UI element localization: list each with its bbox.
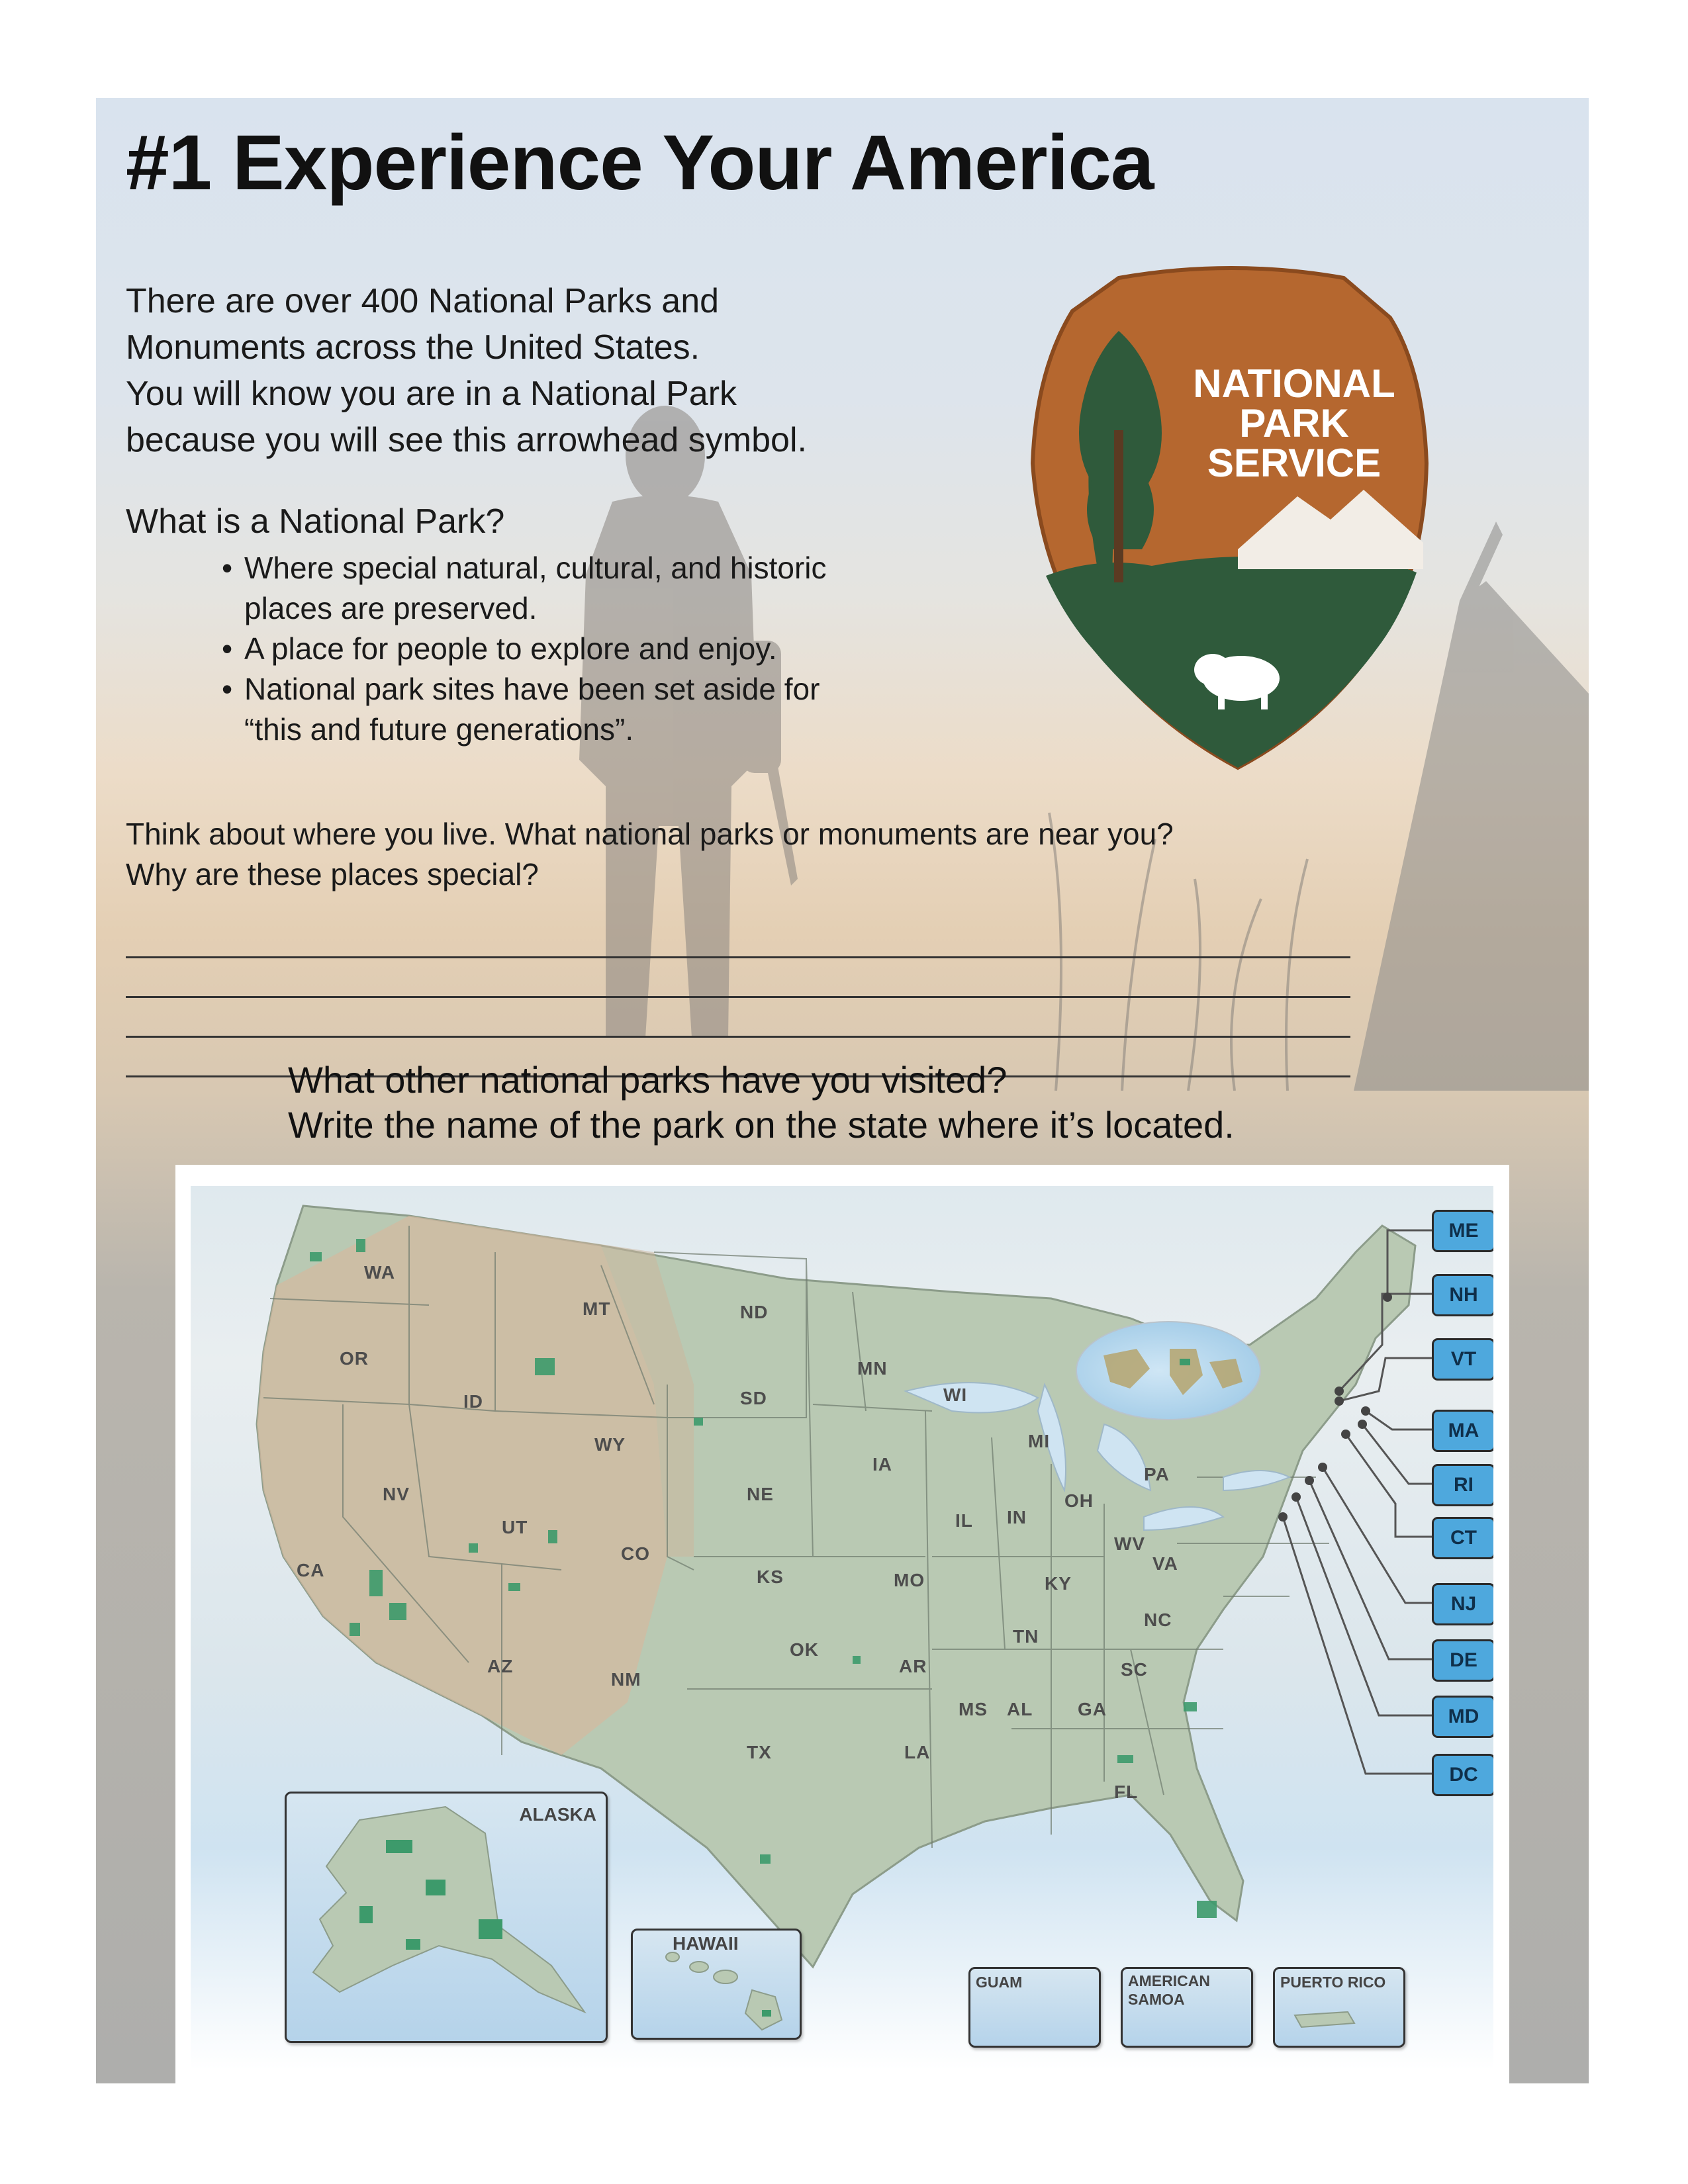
alaska-inset[interactable] bbox=[285, 1792, 608, 2043]
callout-dc[interactable]: DC bbox=[1432, 1754, 1493, 1796]
state-label-sc: SC bbox=[1121, 1659, 1148, 1680]
state-label-nc: NC bbox=[1144, 1610, 1172, 1630]
state-label-ne: NE bbox=[747, 1484, 774, 1504]
answer-line[interactable] bbox=[126, 958, 1350, 998]
state-label-id: ID bbox=[463, 1391, 483, 1412]
hawaii-inset[interactable] bbox=[631, 1929, 802, 2040]
national-park-question: What is a National Park? bbox=[126, 502, 505, 541]
state-label-ar: AR bbox=[899, 1656, 927, 1676]
world-globe-inset bbox=[1076, 1321, 1261, 1420]
callout-nh[interactable]: NH bbox=[1432, 1274, 1493, 1316]
reflection-prompt bbox=[126, 814, 1383, 895]
state-label-ms: MS bbox=[959, 1699, 988, 1719]
callout-nj[interactable]: NJ bbox=[1432, 1583, 1493, 1625]
alaska-shape bbox=[287, 1794, 606, 2041]
visited-prompt bbox=[288, 1058, 1235, 1148]
definition-list bbox=[222, 548, 884, 750]
state-label-wa: WA bbox=[364, 1262, 396, 1283]
state-label-ca: CA bbox=[297, 1560, 325, 1580]
definition-item: • Where special natural, cultural, and historic places are preserved. bbox=[222, 548, 884, 629]
puerto-rico-inset[interactable] bbox=[1273, 1967, 1405, 2048]
state-label-ky: KY bbox=[1045, 1573, 1072, 1594]
intro-line: Monuments across the United States. bbox=[126, 328, 700, 367]
state-label-nd: ND bbox=[740, 1302, 769, 1322]
american-samoa-label bbox=[1128, 1972, 1210, 2009]
state-label-in: IN bbox=[1007, 1507, 1027, 1527]
state-label-va: VA bbox=[1152, 1553, 1178, 1574]
page-title: #1 Experience Your America bbox=[126, 119, 1154, 206]
state-label-pa: PA bbox=[1144, 1464, 1170, 1484]
prompt-line: Think about where you live. What national parks or monuments are near you? bbox=[126, 817, 1174, 851]
guam-inset[interactable] bbox=[968, 1967, 1101, 2048]
state-label-oh: OH bbox=[1064, 1490, 1094, 1511]
callout-de[interactable]: DE bbox=[1432, 1639, 1493, 1682]
us-map[interactable] bbox=[191, 1186, 1493, 2070]
american-samoa-label-line2: SAMOA bbox=[1128, 1991, 1185, 2008]
nps-arrowhead-logo bbox=[1019, 265, 1436, 774]
logo-text-national: NATIONAL bbox=[1193, 361, 1395, 406]
state-label-or: OR bbox=[340, 1348, 369, 1369]
state-label-co: CO bbox=[621, 1543, 650, 1564]
state-label-wy: WY bbox=[594, 1434, 626, 1455]
prompt-line: Why are these places special? bbox=[126, 857, 539, 891]
state-label-mt: MT bbox=[583, 1298, 611, 1319]
state-label-nm: NM bbox=[611, 1669, 641, 1690]
state-label-mi: MI bbox=[1028, 1431, 1051, 1451]
intro-paragraph bbox=[126, 278, 920, 463]
state-label-ok: OK bbox=[790, 1639, 819, 1660]
logo-text-service: SERVICE bbox=[1207, 441, 1382, 485]
intro-line: because you will see this arrowhead symbol. bbox=[126, 421, 807, 459]
state-label-tx: TX bbox=[747, 1742, 772, 1762]
globe-continents bbox=[1077, 1322, 1262, 1422]
callout-ri[interactable]: RI bbox=[1432, 1464, 1493, 1506]
worksheet-background bbox=[96, 98, 1589, 2083]
state-label-la: LA bbox=[904, 1742, 931, 1762]
logo-text-park: PARK bbox=[1239, 401, 1349, 445]
state-label-mo: MO bbox=[894, 1570, 925, 1590]
puerto-rico-label: PUERTO RICO bbox=[1280, 1974, 1386, 1991]
answer-line[interactable] bbox=[126, 998, 1350, 1038]
state-label-mn: MN bbox=[857, 1358, 888, 1379]
intro-line: You will know you are in a National Park bbox=[126, 375, 737, 413]
state-label-nv: NV bbox=[383, 1484, 410, 1504]
state-label-ga: GA bbox=[1078, 1699, 1107, 1719]
visited-line: Write the name of the park on the state where it’s located. bbox=[288, 1104, 1235, 1146]
callout-md[interactable]: MD bbox=[1432, 1696, 1493, 1738]
definition-item: • A place for people to explore and enjoy. bbox=[222, 629, 884, 669]
answer-line[interactable] bbox=[126, 919, 1350, 958]
state-label-ks: KS bbox=[757, 1567, 784, 1587]
american-samoa-label-line1: AMERICAN bbox=[1128, 1972, 1210, 1989]
visited-line: What other national parks have you visited? bbox=[288, 1059, 1008, 1101]
state-label-wv: WV bbox=[1114, 1533, 1146, 1554]
state-label-ia: IA bbox=[872, 1454, 892, 1475]
state-label-wi: WI bbox=[943, 1385, 968, 1405]
state-label-il: IL bbox=[955, 1510, 973, 1531]
state-label-az: AZ bbox=[487, 1656, 514, 1676]
state-label-al: AL bbox=[1007, 1699, 1033, 1719]
callout-me[interactable]: ME bbox=[1432, 1210, 1493, 1252]
alaska-label: ALASKA bbox=[519, 1804, 596, 1825]
state-label-tn: TN bbox=[1013, 1626, 1039, 1647]
state-label-sd: SD bbox=[740, 1388, 767, 1408]
callout-ct[interactable]: CT bbox=[1432, 1517, 1493, 1559]
definition-item: • National park sites have been set aside for “this and future generations”. bbox=[222, 669, 884, 750]
callout-vt[interactable]: VT bbox=[1432, 1338, 1493, 1381]
guam-label: GUAM bbox=[976, 1974, 1023, 1991]
state-label-fl: FL bbox=[1114, 1782, 1139, 1802]
answer-lines[interactable] bbox=[126, 919, 1350, 1077]
intro-line: There are over 400 National Parks and bbox=[126, 282, 720, 320]
hawaii-label: HAWAII bbox=[673, 1933, 739, 1954]
callout-ma[interactable]: MA bbox=[1432, 1410, 1493, 1452]
state-label-ut: UT bbox=[502, 1517, 528, 1537]
us-map-frame bbox=[175, 1165, 1509, 2083]
american-samoa-inset[interactable] bbox=[1121, 1967, 1253, 2048]
